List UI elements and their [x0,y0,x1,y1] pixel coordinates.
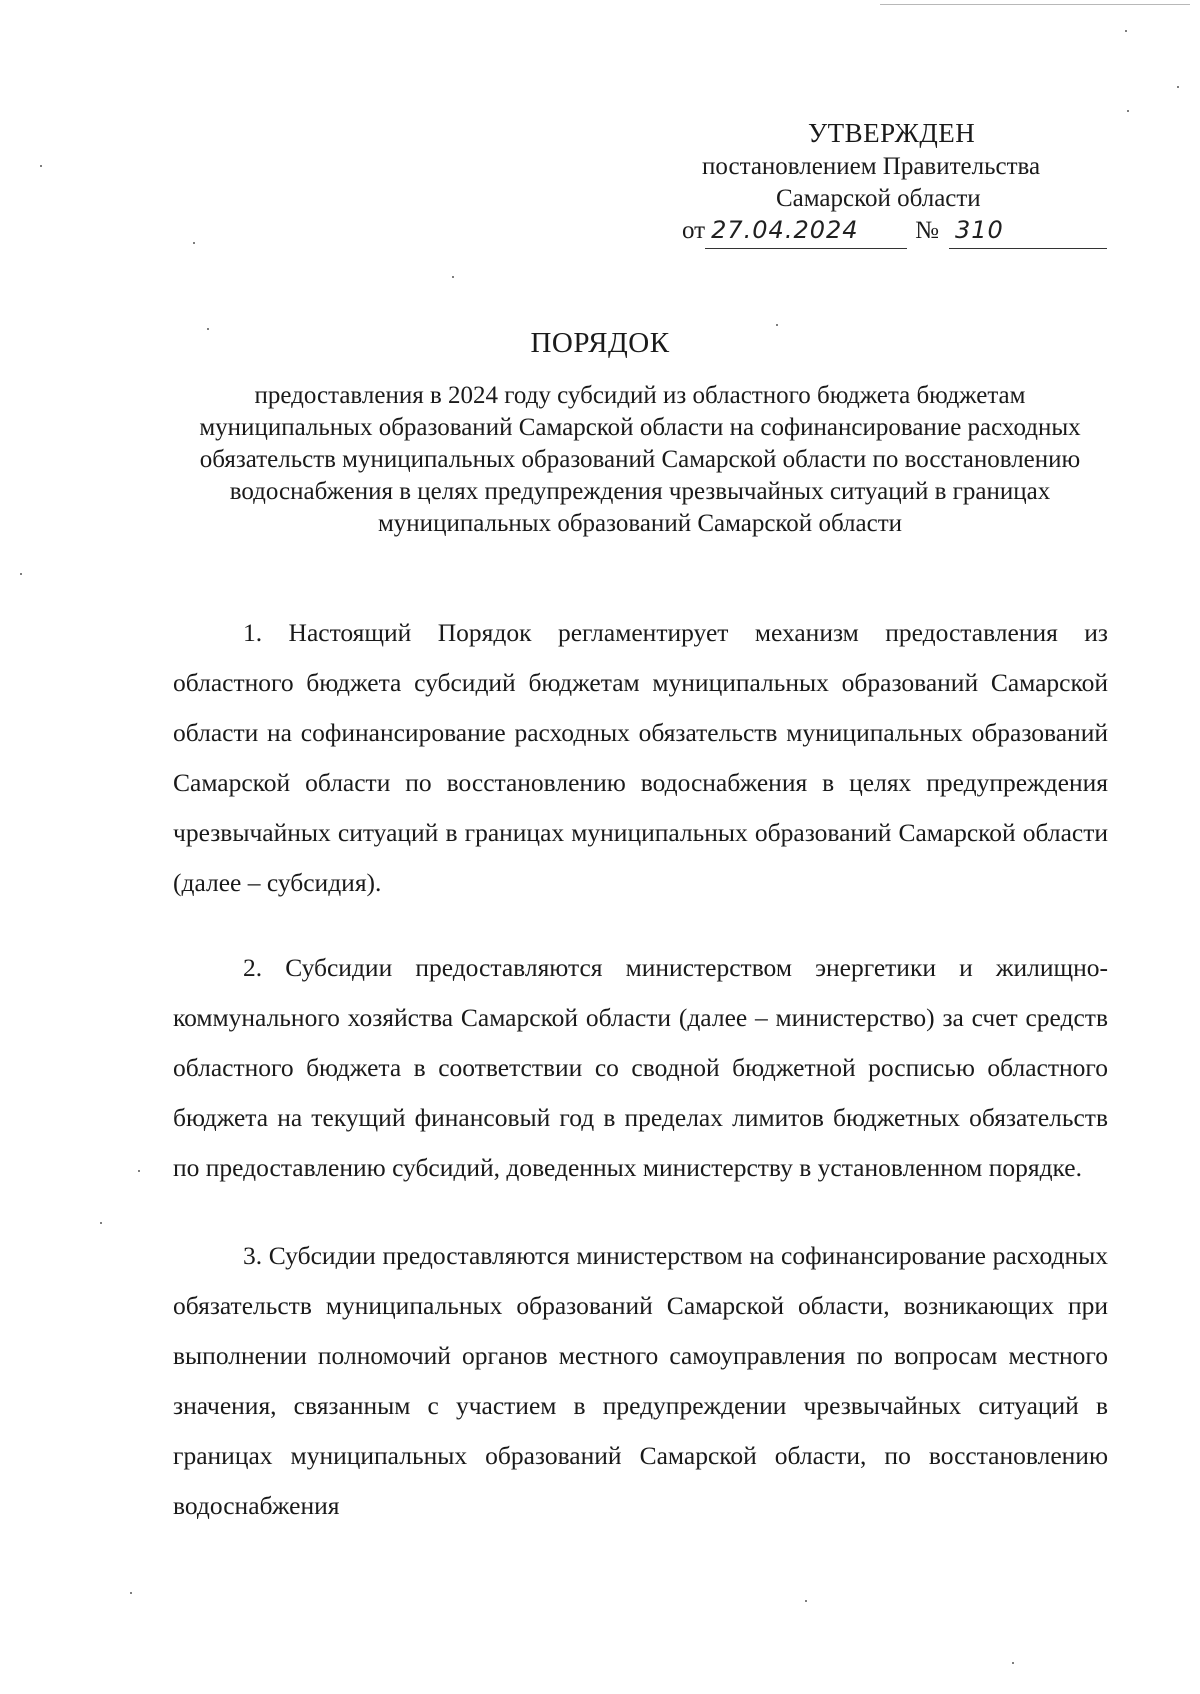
scan-speck [1125,30,1127,32]
scan-speck [776,324,778,326]
approval-region-line: Самарской области [776,185,981,212]
scan-speck [100,1222,102,1224]
approval-issuer-line: постановлением Правительства [702,153,1041,180]
scan-speck [40,165,42,167]
date-prefix: от [682,217,706,244]
scan-speck [452,276,454,278]
scan-speck [130,1592,132,1594]
approval-title: УТВЕРЖДЕН [808,118,976,148]
handwritten-date: 27.04.2024 [705,212,907,249]
paragraph-1: 1. Настоящий Порядок регламентирует механизм предоставления из областного бюджета субсидий бюджетам муниципальных образований Самарской области на софинансирование расходных обязательств муниципальных образований Самарской области по восстановлению водоснабжения в целях предупреждения чрезвычайных ситуаций в границах муниципальных образований Самарской области (далее – субсидия). [173,618,1108,897]
document-heading: ПОРЯДОК [530,327,670,359]
paragraph-3: 3. Субсидии предоставляются министерством на софинансирование расходных обязательств муниципальных образований Самарской области, возникающих при выполнении полномочий органов местного самоуправления по вопросам местного значения, связанным с участием в предупреждении чрезвычайных ситуаций в границах муниципальных образований Самарской области, по восстановлению водоснабжения [173,1241,1108,1520]
scan-speck [138,1170,140,1172]
document-subtitle: предоставления в 2024 году субсидий из областного бюджета бюджетам муниципальных образований Самарской области на софинансирование расходных обязательств муниципальных образований Самарской области по восстановлению водоснабжения в целях предупреждения чрезвычайных ситуаций в границах муниципальных образований Самарской области [199,382,1081,537]
scan-speck [1127,110,1129,112]
scan-speck [1177,86,1179,88]
number-sign: № [915,217,939,244]
scan-edge-line [880,4,1190,5]
scan-speck [1012,1662,1014,1664]
approval-date-number-line [682,212,1107,249]
handwritten-number: 310 [949,212,1107,249]
scan-speck [193,242,195,244]
scan-speck [805,1600,807,1602]
scan-speck [20,573,22,575]
paragraph-2: 2. Субсидии предоставляются министерством энергетики и жилищно-коммунального хозяйства Самарской области (далее – министерство) за счет средств областного бюджета в соответствии со сводной бюджетной росписью областного бюджета на текущий финансовый год в пределах лимитов бюджетных обязательств по предоставлению субсидий, доведенных министерству в установленном порядке. [173,953,1108,1182]
